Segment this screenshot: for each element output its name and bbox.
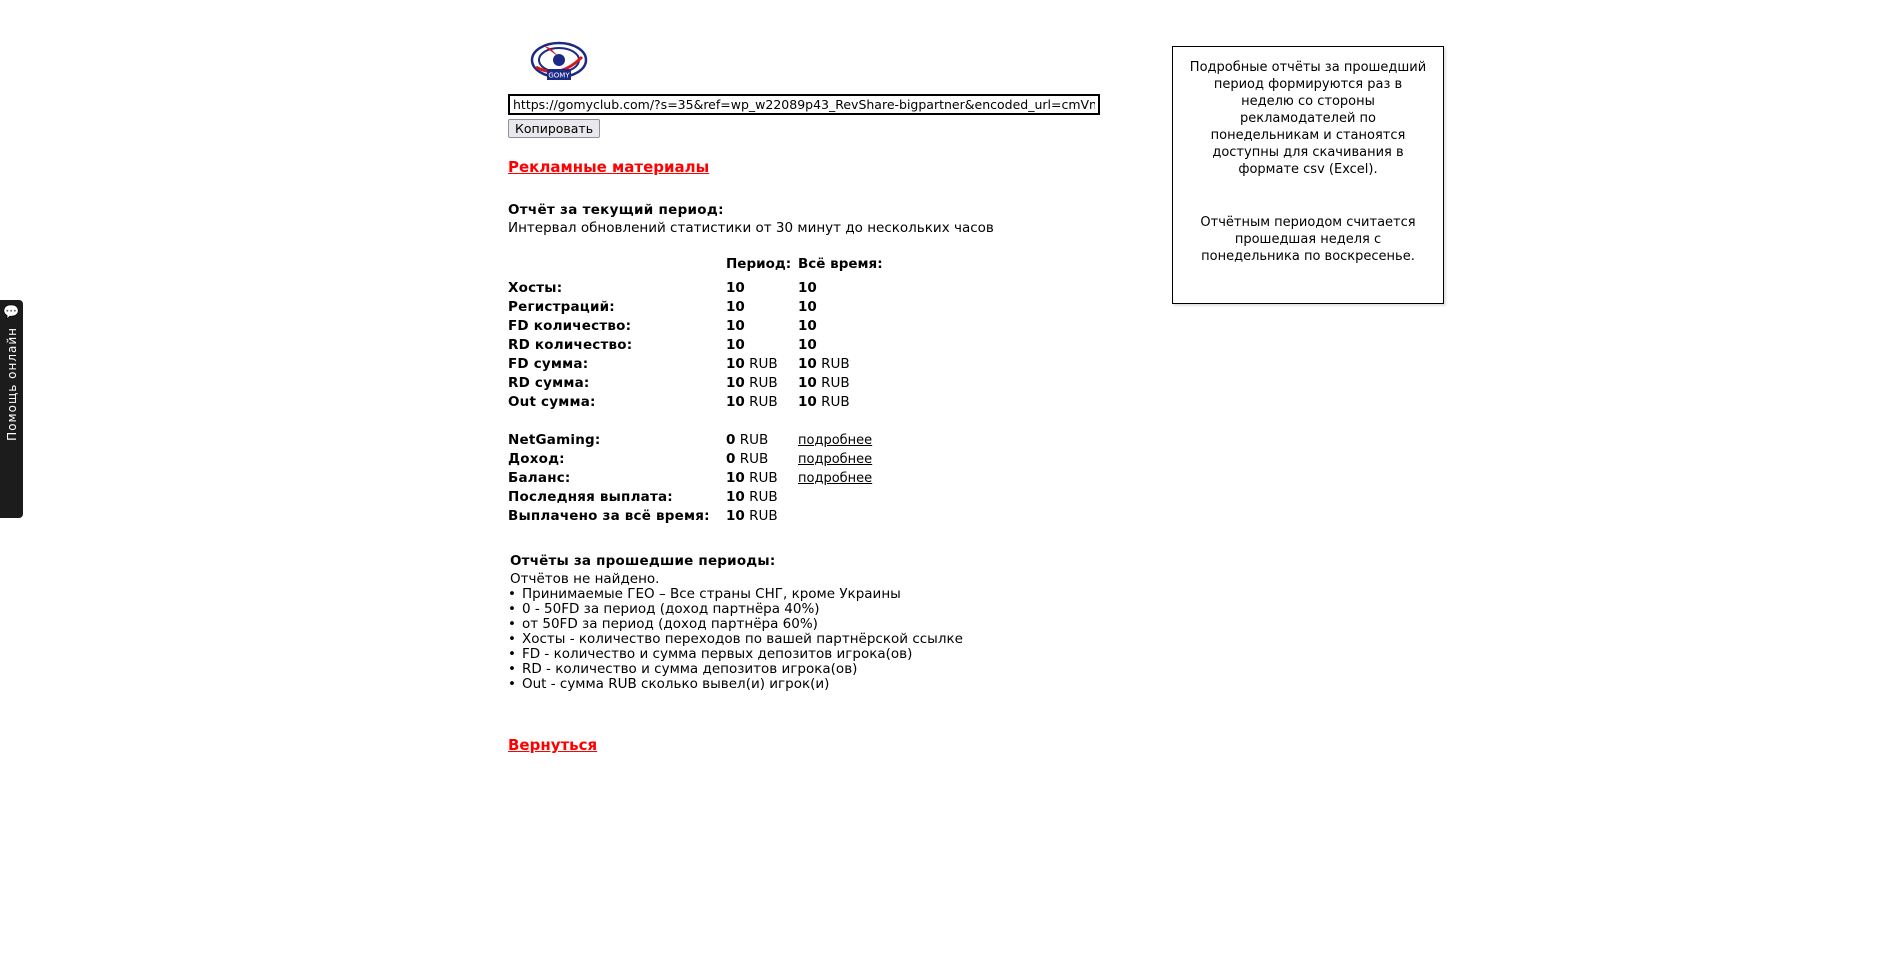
bullet-icon: • bbox=[508, 616, 516, 632]
summary-row-label: Последняя выплата: bbox=[508, 489, 673, 505]
stats-header-blank bbox=[508, 256, 726, 280]
promo-materials-link[interactable]: Рекламные материалы bbox=[508, 158, 710, 176]
list-item: • FD - количество и сумма первых депозитов игрока(ов) bbox=[508, 646, 913, 662]
back-link[interactable]: Вернуться bbox=[508, 736, 598, 754]
stats-update-note: Интервал обновлений статистики от 30 минут до нескольких часов bbox=[508, 220, 994, 236]
income-details-link[interactable]: подробнее bbox=[798, 452, 873, 467]
terms-list bbox=[508, 587, 1128, 632]
summary-row-link-cell bbox=[798, 470, 908, 489]
list-item: • Хосты - количество переходов по вашей партнёрской ссылке bbox=[508, 631, 963, 647]
summary-row-link-cell bbox=[798, 508, 908, 527]
summary-row-value: 10 RUB bbox=[726, 508, 778, 524]
copy-link-button[interactable]: Копировать bbox=[508, 119, 600, 138]
stats-row-label: FD количество: bbox=[508, 318, 632, 334]
summary-row-value: 0 RUB bbox=[726, 451, 769, 467]
stats-row-period: 10 RUB bbox=[726, 375, 778, 391]
info-box-paragraph-2: Отчётным периодом считается прошедшая неделя с понедельника по воскресенье. bbox=[1200, 215, 1416, 264]
stats-row-period: 10 RUB bbox=[726, 356, 778, 372]
glossary-list bbox=[508, 632, 1128, 692]
stats-row-alltime: 10 bbox=[798, 280, 817, 296]
summary-row-link-cell bbox=[798, 489, 908, 508]
table-row bbox=[508, 508, 908, 527]
table-row bbox=[508, 394, 908, 413]
table-row bbox=[508, 489, 908, 508]
bullet-icon: • bbox=[508, 586, 516, 602]
list-item: • Out - сумма RUB сколько вывел(и) игрок(и) bbox=[508, 676, 830, 692]
stats-row-label: RD количество: bbox=[508, 337, 633, 353]
summary-row-value: 10 RUB bbox=[726, 489, 778, 505]
help-online-tab[interactable] bbox=[0, 300, 23, 518]
stats-row-alltime: 10 RUB bbox=[798, 394, 850, 410]
current-report-title: Отчёт за текущий период: bbox=[508, 202, 724, 218]
table-row bbox=[508, 451, 908, 470]
stats-row-period: 10 bbox=[726, 318, 745, 334]
bullet-icon: • bbox=[508, 661, 516, 677]
stats-row-period: 10 bbox=[726, 337, 745, 353]
summary-row-value: 10 RUB bbox=[726, 470, 778, 486]
referral-link-row bbox=[508, 94, 1100, 138]
stats-row-label: FD сумма: bbox=[508, 356, 589, 372]
table-row bbox=[508, 356, 908, 375]
referral-url-input[interactable] bbox=[508, 94, 1100, 115]
stats-row-label: Out сумма: bbox=[508, 394, 596, 410]
past-reports-title: Отчёты за прошедшие периоды: bbox=[510, 553, 776, 569]
main-content bbox=[508, 40, 1128, 754]
stats-row-alltime: 10 bbox=[798, 299, 817, 315]
stats-row-alltime: 10 bbox=[798, 337, 817, 353]
past-reports-empty: Отчётов не найдено. bbox=[510, 571, 660, 587]
stats-table bbox=[508, 256, 908, 527]
stats-row-period: 10 RUB bbox=[726, 394, 778, 410]
stats-row-period: 10 bbox=[726, 299, 745, 315]
table-row bbox=[508, 375, 908, 394]
table-row bbox=[508, 280, 908, 299]
list-item: • 0 - 50FD за период (доход партнёра 40%) bbox=[508, 601, 820, 617]
table-row bbox=[508, 432, 908, 451]
table-row bbox=[508, 318, 908, 337]
list-item: • RD - количество и сумма депозитов игрока(ов) bbox=[508, 661, 858, 677]
stats-row-label: RD сумма: bbox=[508, 375, 590, 391]
stats-header-row bbox=[508, 256, 908, 280]
bullet-icon: • bbox=[508, 631, 516, 647]
list-item: • Принимаемые ГЕО – Все страны СНГ, кроме Украины bbox=[508, 586, 901, 602]
netgaming-details-link[interactable]: подробнее bbox=[798, 433, 873, 448]
info-box bbox=[1172, 46, 1444, 304]
speech-bubble-icon: 💬 bbox=[3, 305, 20, 320]
summary-row-label: NetGaming: bbox=[508, 432, 601, 448]
bullet-icon: • bbox=[508, 646, 516, 662]
stats-row-alltime: 10 bbox=[798, 318, 817, 334]
stats-header-alltime: Всё время: bbox=[798, 256, 883, 272]
brand-logo bbox=[530, 40, 588, 86]
summary-row-value: 0 RUB bbox=[726, 432, 769, 448]
stats-row-alltime: 10 RUB bbox=[798, 356, 850, 372]
stats-row-alltime: 10 RUB bbox=[798, 375, 850, 391]
summary-row-label: Баланс: bbox=[508, 470, 571, 486]
stats-row-label: Регистраций: bbox=[508, 299, 615, 315]
bullet-icon: • bbox=[508, 676, 516, 692]
summary-row-link-cell bbox=[798, 451, 908, 470]
summary-row-label: Выплачено за всё время: bbox=[508, 508, 710, 524]
table-row bbox=[508, 470, 908, 489]
svg-text:GOMY: GOMY bbox=[548, 71, 570, 80]
stats-row-label: Хосты: bbox=[508, 280, 563, 296]
stats-row-period: 10 bbox=[726, 280, 745, 296]
table-row bbox=[508, 299, 908, 318]
table-row bbox=[508, 337, 908, 356]
list-item: • от 50FD за период (доход партнёра 60%) bbox=[508, 616, 818, 632]
summary-row-link-cell bbox=[798, 432, 908, 451]
summary-row-label: Доход: bbox=[508, 451, 565, 467]
stats-header-period: Период: bbox=[726, 256, 792, 272]
info-box-paragraph-1: Подробные отчёты за прошедший период формируются раз в неделю со стороны рекламодателей по понедельникам и станоятся доступны для скачивания в формате csv (Excel). bbox=[1189, 60, 1427, 177]
help-online-label: Помощь онлайн bbox=[4, 327, 19, 441]
table-spacer bbox=[508, 413, 908, 432]
balance-details-link[interactable]: подробнее bbox=[798, 471, 873, 486]
bullet-icon: • bbox=[508, 601, 516, 617]
